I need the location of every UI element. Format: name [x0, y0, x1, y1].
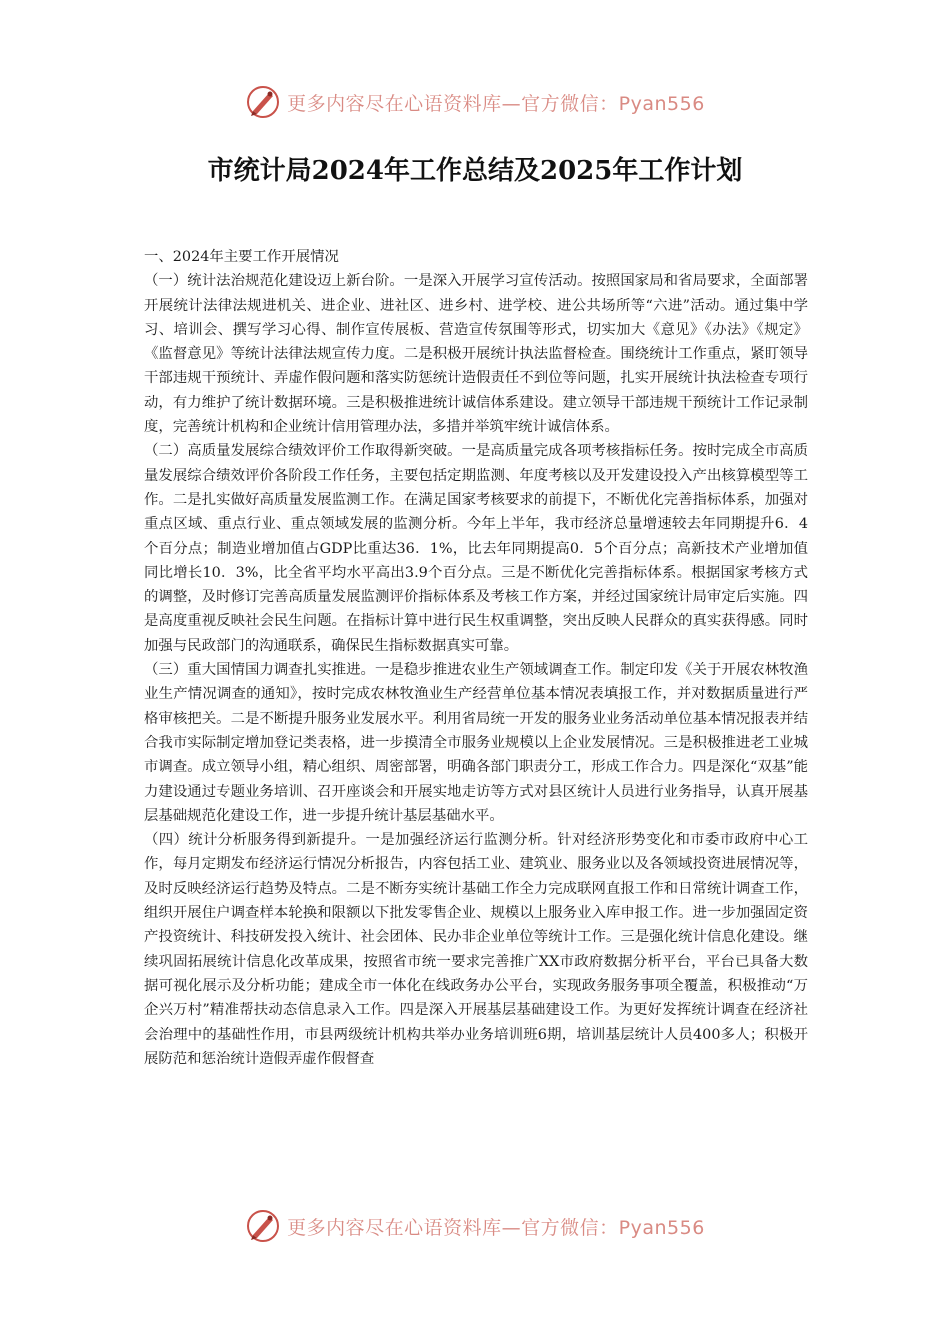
- watermark-banner-top: [0, 82, 950, 122]
- paragraph: （二）高质量发展综合绩效评价工作取得新突破。一是高质量完成各项考核指标任务。按时完成全市高质量发展综合绩效评价各阶段工作任务，主要包括定期监测、年度考核以及开发建设投入产出核算模型等工作。二是扎实做好高质量发展监测工作。在满足国家考核要求的前提下，不断优化完善指标体系，加强对重点区域、重点行业、重点领域发展的监测分析。今年上半年，我市经济总量增速较去年同期提升6．4个百分点；制造业增加值占GDP比重达36．1%，比去年同期提高0．5个百分点；高新技术产业增加值同比增长10．3%，比全省平均水平高出3.9个百分点。三是不断优化完善指标体系。根据国家考核方式的调整，及时修订完善高质量发展监测评价指标体系及考核工作方案，并经过国家统计局审定后实施。四是高度重视反映社会民生问题。在指标计算中进行民生权重调整，突出反映人民群众的真实获得感。同时加强与民政部门的沟通联系，确保民生指标数据真实可靠。: [144, 443, 808, 654]
- watermark-text: 更多内容尽在心语资料库—官方微信：Pyan556: [287, 1216, 705, 1239]
- paragraph: （四）统计分析服务得到新提升。一是加强经济运行监测分析。针对经济形势变化和市委市政府中心工作，每月定期发布经济运行情况分析报告，内容包括工业、建筑业、服务业以及各领域投资进展情况等，及时反映经济运行趋势及特点。二是不断夯实统计基础工作全力完成联网直报工作和日常统计调查工作，组织开展住户调查样本轮换和限额以下批发零售企业、规模以上服务业入库申报工作。进一步加强固定资产投资统计、科技研发投入统计、社会团体、民办非企业单位等统计工作。三是强化统计信息化建设。继续巩固拓展统计信息化改革成果，按照省市统一要求完善推广XX市政府数据分析平台，平台已具备大数据可视化展示及分析功能；建成全市一体化在线政务办公平台，实现政务服务事项全覆盖，积极推动“万企兴万村”精准帮扶动态信息录入工作。四是深入开展基层基础建设工作。为更好发挥统计调查在经济社会治理中的基础性作用，市县两级统计机构共举办业务培训班6期，培训基层统计人员400多人；积极开展防范和惩治统计造假弄虚作假督查: [144, 832, 808, 1067]
- pen-logo-icon: [245, 1208, 281, 1244]
- watermark-text: 更多内容尽在心语资料库—官方微信：Pyan556: [287, 92, 705, 115]
- document-body: [144, 245, 808, 1071]
- section-heading: 一、2024年主要工作开展情况: [144, 249, 339, 265]
- watermark-banner-bottom: [0, 1206, 950, 1246]
- paragraph: （三）重大国情国力调查扎实推进。一是稳步推进农业生产领域调查工作。制定印发《关于开展农林牧渔业生产情况调查的通知》，按时完成农林牧渔业生产经营单位基本情况表填报工作，并对数据质量进行严格审核把关。二是不断提升服务业发展水平。利用省局统一开发的服务业业务活动单位基本情况报表并结合我市实际制定增加登记类表格，进一步摸清全市服务业规模以上企业发展情况。三是积极推进老工业城市调查。成立领导小组，精心组织、周密部署，明确各部门职责分工，形成工作合力。四是深化“双基”能力建设通过专题业务培训、召开座谈会和开展实地走访等方式对县区统计人员进行业务指导，认真开展基层基础规范化建设工作，进一步提升统计基层基础水平。: [144, 662, 808, 824]
- paragraph: （一）统计法治规范化建设迈上新台阶。一是深入开展学习宣传活动。按照国家局和省局要求，全面部署开展统计法律法规进机关、进企业、进社区、进乡村、进学校、进公共场所等“六进”活动。通过集中学习、培训会、撰写学习心得、制作宣传展板、营造宣传氛围等形式，切实加大《意见》《办法》《规定》《监督意见》等统计法律法规宣传力度。二是积极开展统计执法监督检查。围绕统计工作重点，紧盯领导干部违规干预统计、弄虚作假问题和落实防惩统计造假责任不到位等问题，扎实开展统计执法检查专项行动，有力维护了统计数据环境。三是积极推进统计诚信体系建设。建立领导干部违规干预统计工作记录制度，完善统计机构和企业统计信用管理办法，多措并举筑牢统计诚信体系。: [144, 273, 808, 436]
- document-title: 市统计局2024年工作总结及2025年工作计划: [207, 156, 743, 186]
- pen-logo-icon: [245, 84, 281, 120]
